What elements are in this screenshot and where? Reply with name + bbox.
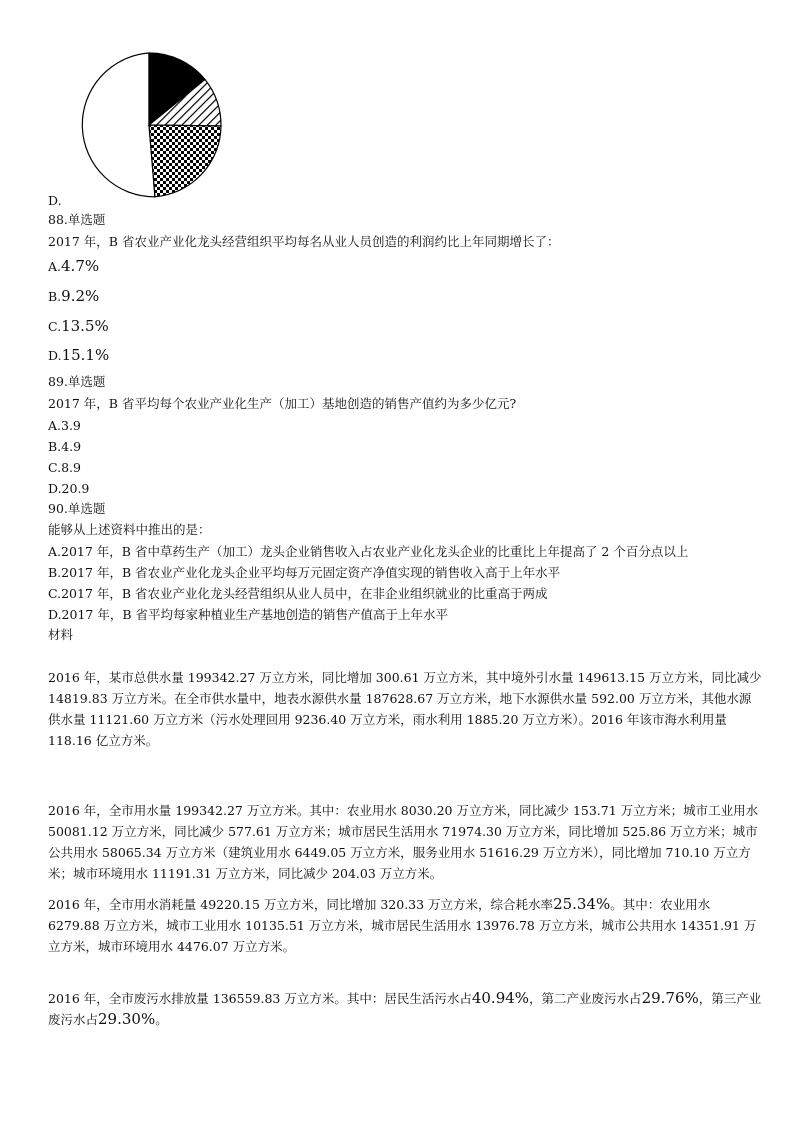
- q90-option-c[interactable]: C.2017 年，B 省农业产业化龙头经营组织从业人员中，在非企业组织就业的比重高于两成: [48, 586, 548, 601]
- option-prefix: B.: [48, 289, 62, 304]
- p3-text-b: 。其中：农业用水 6279.88 万立方米，城市工业用水 10135.51 万立方米，城市居民生活用水 13976.78 万立方米，城市公共用水 14351.91 万立方米，城市环境用水 4476.07 万立方米。: [48, 897, 757, 954]
- option-value: 15.1%: [61, 346, 110, 364]
- p3-rate: 25.34%: [553, 895, 611, 913]
- pie-slice-dotted: [149, 125, 221, 197]
- q90-option-b[interactable]: B.2017 年，B 省农业产业化龙头企业平均每万元固定资产净值实现的销售收入高于上年水平: [48, 565, 561, 580]
- p4-text-a: 2016 年，全市废污水排放量 136559.83 万立方米。其中：居民生活污水占: [48, 991, 472, 1006]
- q89-option-b[interactable]: B.4.9: [48, 439, 82, 454]
- option-prefix: A.: [48, 259, 62, 274]
- option-d-label: D.: [48, 193, 62, 208]
- q88-option-b[interactable]: [48, 288, 99, 305]
- option-value: 13.5%: [61, 317, 109, 335]
- material-paragraph-4: [48, 988, 763, 1030]
- q88-option-a[interactable]: [48, 258, 99, 275]
- q89-option-c[interactable]: C.8.9: [48, 460, 81, 475]
- material-paragraph-2: 2016 年，全市用水量 199342.27 万立方米。其中：农业用水 8030.20 万立方米，同比减少 153.71 万立方米；城市工业用水 50081.12 万立方米，同比减少 577.61 万立方米；城市居民生活用水 71974.30 万立方米，同比增加 525.86 万立方米；城市公共用水 58065.34 万立方米（建筑业用水 6449.05 万立方米，服务业用水 51616.29 万立方米），同比增加 710.10 万立方米；城市环境用水 11191.31 万立方米，同比减少 204.03 万立方米。: [48, 803, 759, 881]
- q89-option-a[interactable]: A.3.9: [48, 418, 81, 433]
- p4-text-c: ，第三产业废污水占: [48, 991, 762, 1027]
- option-value: 9.2%: [61, 287, 100, 305]
- option-prefix: D.: [48, 348, 62, 363]
- p4-text-d: 。: [155, 1012, 168, 1027]
- q90-stem: 能够从上述资料中推出的是：: [48, 522, 211, 537]
- p4-rate-2: 29.76%: [641, 989, 699, 1007]
- q88-stem: 2017 年，B 省农业产业化龙头经营组织平均每名从业人员创造的利润约比上年同期增长了：: [48, 234, 560, 249]
- material-paragraph-1: 2016 年，某市总供水量 199342.27 万立方米，同比增加 300.61 万立方米，其中境外引水量 149613.15 万立方米，同比减少 14819.83 万立方米。在全市供水量中，地表水源供水量 187628.67 万立方米，地下水源供水量 592.00 万立方米，其他水源供水量 11121.60 万立方米（污水处理回用 9236.40 万立方米，雨水利用 1885.20 万立方米）。2016 年该市海水利用量 118.16 亿立方米。: [48, 670, 762, 748]
- p4-rate-1: 40.94%: [471, 989, 530, 1007]
- p4-rate-3: 29.30%: [98, 1010, 156, 1028]
- q89-header: 89.单选题: [48, 374, 106, 389]
- material-paragraph-3: [48, 894, 763, 957]
- q88-option-d[interactable]: [48, 347, 109, 364]
- pie-chart-option-d: [76, 52, 222, 198]
- p3-text-a: 2016 年，全市用水消耗量 49220.15 万立方米，同比增加 320.33 万立方米，综合耗水率: [48, 897, 554, 912]
- option-prefix: C.: [48, 319, 62, 334]
- q90-option-a[interactable]: A.2017 年，B 省中草药生产（加工）龙头企业销售收入占农业产业化龙头企业的比重比上年提高了 2 个百分点以上: [48, 544, 689, 559]
- q88-option-c[interactable]: [48, 318, 109, 335]
- option-value: 4.7%: [61, 257, 100, 275]
- pie-slice-white: [82, 53, 155, 197]
- q90-header: 90.单选题: [48, 501, 106, 516]
- q88-header: 88.单选题: [48, 212, 106, 227]
- material-label: 材料: [48, 627, 74, 642]
- p4-text-b: ，第二产业废污水占: [529, 991, 642, 1006]
- q89-stem: 2017 年，B 省平均每个农业产业化生产（加工）基地创造的销售产值约为多少亿元?: [48, 396, 517, 411]
- q90-option-d[interactable]: D.2017 年，B 省平均每家种植业生产基地创造的销售产值高于上年水平: [48, 607, 448, 622]
- q89-option-d[interactable]: D.20.9: [48, 481, 90, 496]
